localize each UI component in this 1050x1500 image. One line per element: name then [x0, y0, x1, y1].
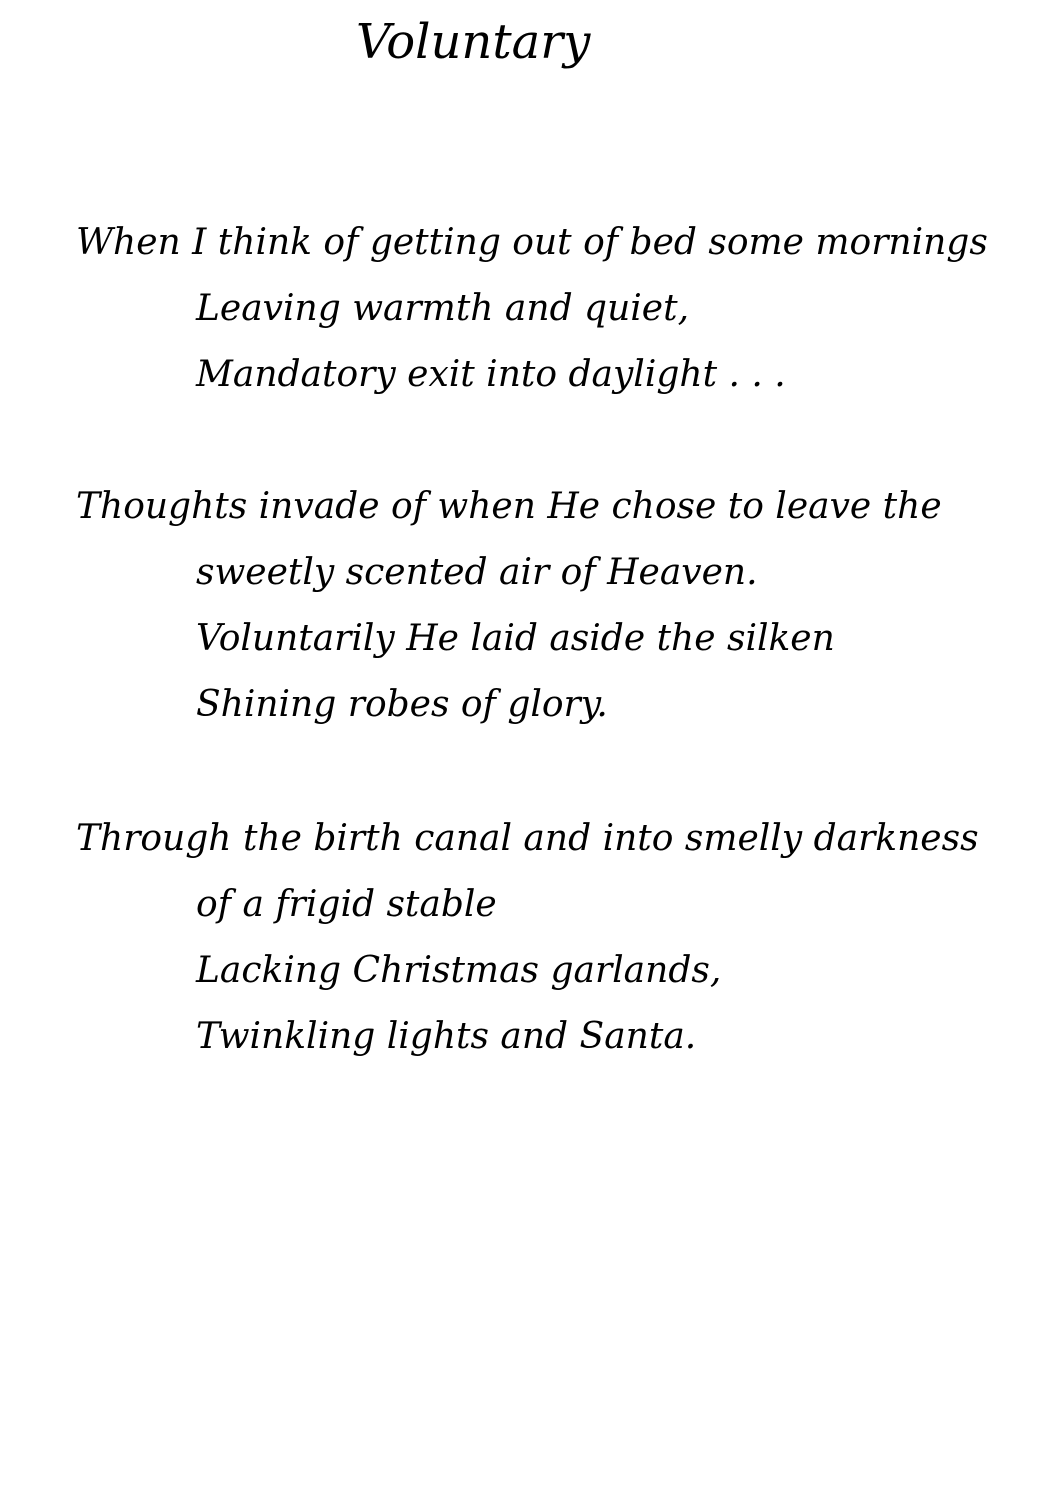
stanza-3	[0, 806, 1050, 1070]
poem-title: Voluntary	[356, 14, 591, 70]
stanza-2	[0, 474, 1050, 738]
poem-line: Lacking Christmas garlands,	[196, 950, 722, 991]
stanza-1	[0, 210, 1050, 408]
poem-line: Mandatory exit into daylight . . .	[196, 354, 786, 395]
poem-line: Shining robes of glory.	[196, 684, 608, 725]
poem-line: Twinkling lights and Santa.	[196, 1016, 697, 1057]
poem-line: Thoughts invade of when He chose to leave the	[76, 486, 942, 527]
poem-line: sweetly scented air of Heaven.	[196, 552, 758, 593]
poem-line: Leaving warmth and quiet,	[196, 288, 690, 329]
poem-line: Voluntarily He laid aside the silken	[196, 618, 835, 659]
poem-line: Through the birth canal and into smelly darkness	[76, 818, 979, 859]
poem-line: of a frigid stable	[196, 884, 497, 925]
poem-line: When I think of getting out of bed some mornings	[76, 222, 988, 263]
